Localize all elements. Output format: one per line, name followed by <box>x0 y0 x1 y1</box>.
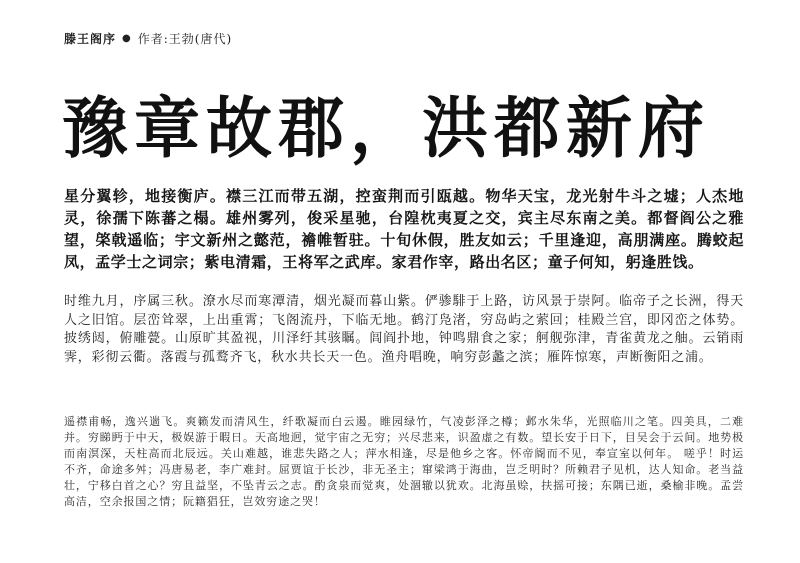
headline: 豫章故郡，洪都新府 <box>62 89 710 167</box>
paragraph-1: 星分翼轸，地接衡庐。襟三江而带五湖，控蛮荆而引瓯越。物华天宝，龙光射牛斗之墟；人杰地灵，徐孺下陈蕃之榻。雄州雾列，俊采星驰，台隍枕夷夏之交，宾主尽东南之美。都督阎公之雅望，棨戟遥临；宇文新州之懿范，襜帷暂驻。十旬休假，胜友如云；千里逢迎，高朋满座。腾蛟起凤，孟学士之词宗；紫电清霜，王将军之武库。家君作宰，路出名区；童子何知，躬逢胜饯。 <box>64 187 744 271</box>
paragraph-2: 时维九月，序属三秋。潦水尽而寒潭清，烟光凝而暮山紫。俨骖騑于上路，访风景于崇阿。临帝子之长洲，得天人之旧馆。层峦耸翠，上出重霄；飞阁流丹，下临无地。鹤汀凫渚，穷岛屿之萦回；桂殿兰宫，即冈峦之体势。披绣闼，俯雕甍。山原旷其盈视，川泽纡其骇瞩。闾阎扑地，钟鸣鼎食之家；舸舰弥津，青雀黄龙之舳。云销雨霁，彩彻云衢。落霞与孤鹜齐飞，秋水共长天一色。渔舟唱晚，响穷彭蠡之滨；雁阵惊寒，声断衡阳之浦。 <box>64 294 744 365</box>
article-title: 滕王阁序 <box>64 32 117 46</box>
author-line: 作者:王勃(唐代) <box>137 32 233 46</box>
header <box>64 30 232 47</box>
separator-dot-icon: ● <box>122 33 132 44</box>
paragraph-3: 遥襟甫畅，逸兴遄飞。爽籁发而清风生，纤歌凝而白云遏。睢园绿竹，气凌彭泽之樽；邺水朱华，光照临川之笔。四美具，二难并。穷睇眄于中天，极娱游于暇日。天高地迥，觉宇宙之无穷；兴尽悲来，识盈虚之有数。望长安于日下，目吴会于云间。地势极而南溟深，天柱高而北辰远。关山难越，谁悲失路之人；萍水相逢，尽是他乡之客。怀帝阍而不见，奉宣室以何年。 嗟乎！时运不齐，命途多舛；冯唐易老，李广难封。屈贾谊于长沙，非无圣主；窜梁鸿于海曲，岂乏明时？所赖君子见机，达人知命。老当益壮，宁移白首之心？穷且益坚，不坠青云之志。酌贪泉而觉爽，处涸辙以犹欢。北海虽赊，扶摇可接；东隅已逝，桑榆非晚。孟尝高洁，空余报国之情；阮籍猖狂，岂效穷途之哭！ <box>64 415 744 508</box>
